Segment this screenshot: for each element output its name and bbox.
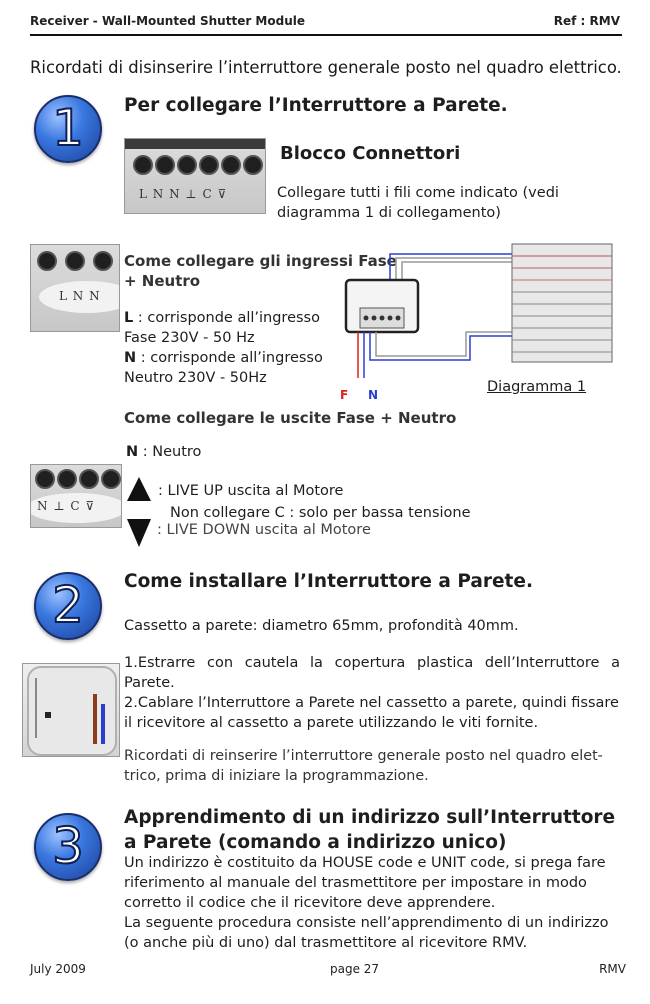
receiver-photo [22,663,120,757]
neutro-text: : Neutro [138,444,202,460]
photo-labels-lnn: L N N [59,289,101,303]
input-terminals-photo [30,244,120,332]
footer-ref: RMV [599,962,626,976]
step2-line-2: il ricevitore al cassetto a parete utilizzando le viti fornite. [124,715,539,731]
inputs-title-line-1: Come collegare gli ingressi Fase [124,252,397,270]
connector-text-line-1: Collegare tutti i fili come indicato (vedi [277,185,559,201]
step1-line-2: Parete. [124,675,175,691]
step-2-badge-icon: 2 [34,572,102,640]
n-text-line-1: : corrisponde all’ingresso [136,350,323,366]
step1-line-1: 1.Estrarre con cautela la copertura plastica dell’Interruttore a [124,655,620,671]
section3-text-line-4: La seguente procedura consiste nell’apprendimento di un indirizzo [124,915,609,931]
section3-title-line-1: Apprendimento di un indirizzo sull’Interruttore [124,807,616,828]
output-terminals-photo [30,464,122,528]
live-up-text: : LIVE UP uscita al Motore [158,483,344,499]
connector-labels: L N N ⊥ C ⊽ [139,187,228,201]
section3-text-line-1: Un indirizzo è costituito da HOUSE code e UNIT code, si prega fare [124,855,606,871]
diagram-label-f: F [340,388,349,402]
n-key: N [124,350,137,366]
step2-line-1: 2.Cablare l’Interruttore a Parete nel cassetto a parete, quindi fissare [124,695,619,711]
arrow-up-icon [126,476,152,502]
diagram-label-n: N [368,388,379,402]
reminder-line-2: trico, prima di iniziare la programmazione. [124,768,429,784]
l-key: L [124,310,134,326]
l-text-line-1: : corrisponde all’ingresso [133,310,320,326]
arrow-down-icon [126,518,152,548]
connector-block-title: Blocco Connettori [280,143,461,164]
section3-text-line-2: riferimento al manuale del trasmettitore per impostare in modo [124,875,587,891]
diagram-caption: Diagramma 1 [487,379,587,395]
reminder-line-1: Ricordati di reinserire l’interruttore generale posto nel quadro elet- [124,748,603,764]
footer-date: July 2009 [30,962,86,976]
inputs-title-line-2: + Neutro [124,272,201,290]
section3-title-line-2: a Parete (comando a indirizzo unico) [124,832,507,853]
section3-text-line-3: corretto il codice che il ricevitore deve apprendere. [124,895,496,911]
live-down-text: : LIVE DOWN uscita al Motore [157,522,371,538]
header-title: Receiver - Wall-Mounted Shutter Module [30,14,305,28]
neutro-key: N [126,444,139,460]
footer-page: page 27 [330,962,380,976]
step-3-badge-icon: 3 [34,813,102,881]
wall-box-text: Cassetto a parete: diametro 65mm, profondità 40mm. [124,618,519,634]
section1-title: Per collegare l’Interruttore a Parete. [124,95,508,116]
connector-block-photo [124,138,266,214]
header-ref: Ref : RMV [553,14,620,28]
connector-text-line-2: diagramma 1 di collegamento) [277,205,501,221]
outputs-title: Come collegare le uscite Fase + Neutro [124,409,457,427]
non-collegare-text: Non collegare C : solo per bassa tensione [170,505,471,521]
l-text-line-2: Fase 230V - 50 Hz [124,330,255,346]
n-text-line-2: Neutro 230V - 50Hz [124,370,267,386]
step-1-badge-icon: 1 [34,95,102,163]
section2-title: Come installare l’Interruttore a Parete. [124,571,533,592]
intro-warning: Ricordati di disinserire l’interruttore generale posto nel quadro elettrico. [30,58,622,77]
header-divider [30,34,622,36]
section3-text-line-5: (o anche più di uno) dal trasmettitore al ricevitore RMV. [124,935,528,951]
photo-labels-out: N ⊥ C ⊽ [37,499,96,513]
